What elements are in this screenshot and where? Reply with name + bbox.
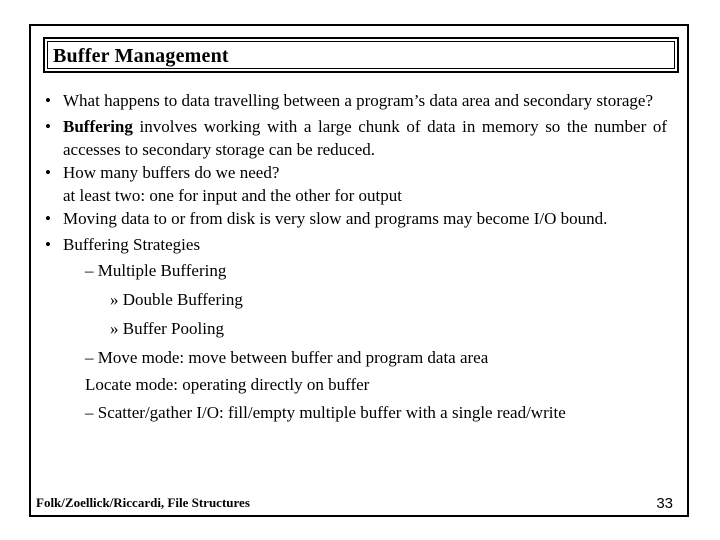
dash-glyph: – bbox=[85, 261, 94, 280]
sub-item-text: Scatter/gather I/O: fill/empty multiple buffer with a single read/write bbox=[97, 403, 566, 422]
sub-item-text: Locate mode: operating directly on buffer bbox=[85, 375, 370, 394]
bullet-glyph: • bbox=[45, 91, 51, 110]
bullet-item bbox=[45, 161, 667, 184]
sub-item-text: Move mode: move between buffer and program data area bbox=[97, 348, 489, 367]
answer-line: at least two: one for input and the other for output bbox=[63, 186, 402, 205]
bullet-item bbox=[45, 115, 667, 161]
slide-body bbox=[45, 89, 667, 427]
sub-sub-item-text: Buffer Pooling bbox=[122, 319, 224, 338]
bullet-item bbox=[45, 207, 667, 230]
sub-item-locate-mode bbox=[45, 372, 667, 398]
bullet-text: How many buffers do we need? bbox=[63, 163, 280, 182]
sub-item-multiple-buffering bbox=[45, 256, 667, 285]
bullet-glyph: • bbox=[45, 209, 51, 228]
sub-item-text: Multiple Buffering bbox=[97, 261, 227, 280]
guillemet-glyph: » bbox=[110, 290, 119, 309]
dash-glyph: – bbox=[85, 403, 94, 422]
title-box bbox=[43, 37, 679, 73]
dash-glyph: – bbox=[85, 348, 94, 367]
bullet-glyph: • bbox=[45, 235, 51, 254]
sub-sub-item-text: Double Buffering bbox=[122, 290, 243, 309]
bullet-text: Buffering Strategies bbox=[63, 235, 201, 254]
sub-sub-item-buffer-pooling bbox=[45, 314, 667, 343]
page-number: 33 bbox=[656, 495, 673, 512]
bullet-text: Moving data to or from disk is very slow and programs may become I/O bound. bbox=[63, 209, 608, 228]
sub-item-move-mode bbox=[45, 343, 667, 372]
bold-term: Buffering bbox=[63, 117, 133, 136]
footer-credit: Folk/Zoellick/Riccardi, File Structures bbox=[36, 495, 250, 510]
slide-title: Buffer Management bbox=[53, 45, 229, 67]
bullet-glyph: • bbox=[45, 163, 51, 182]
sub-sub-item-double-buffering bbox=[45, 285, 667, 314]
bullet-item bbox=[45, 233, 667, 256]
sub-item-scatter-gather bbox=[45, 398, 667, 427]
guillemet-glyph: » bbox=[110, 319, 119, 338]
bullet-text: What happens to data travelling between a program’s data area and secondary storage? bbox=[63, 91, 654, 110]
bullet-text: involves working with a large chunk of data in memory so the number of accesses to secondary storage can be reduced. bbox=[63, 117, 667, 159]
bullet-item bbox=[45, 89, 667, 112]
bullet-glyph: • bbox=[45, 117, 51, 136]
